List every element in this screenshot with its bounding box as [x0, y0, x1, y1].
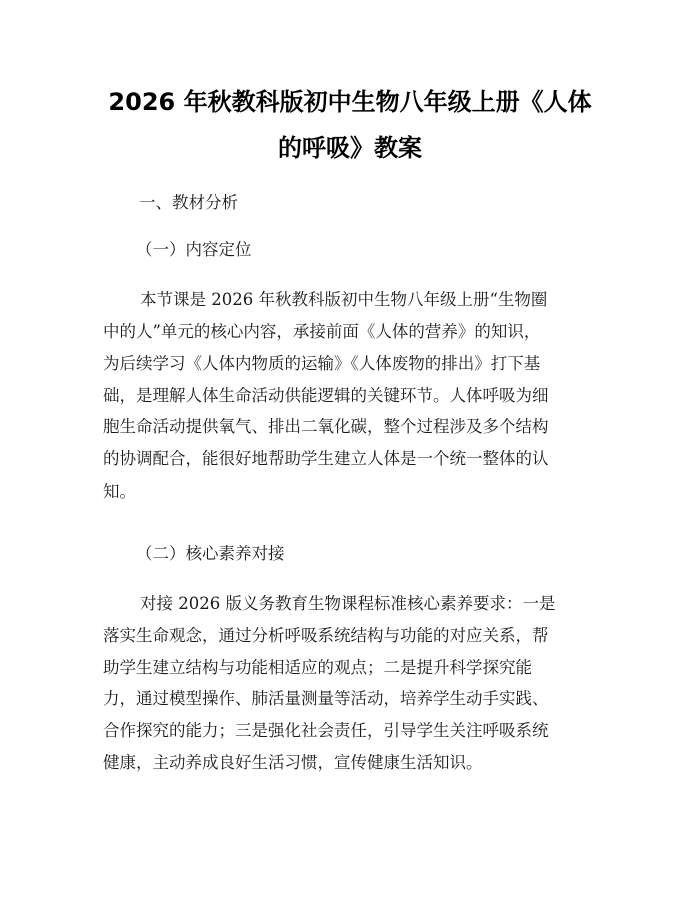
paragraph-line: 中的人”单元的核心内容，承接前面《人体的营养》的知识， — [103, 322, 541, 341]
paragraph-line: 的协调配合，能很好地帮助学生建立人体是一个统一整体的认 — [103, 449, 549, 468]
subsection-heading-content-positioning: （一）内容定位 — [136, 240, 252, 259]
section-heading-teaching-material-analysis: 一、教材分析 — [139, 193, 238, 212]
paragraph-line: 助学生建立结构与功能相适应的观点；二是提升科学探究能 — [103, 658, 532, 677]
paragraph-line: 知。 — [103, 482, 136, 501]
paragraph-line: 合作探究的能力；三是强化社会责任，引导学生关注呼吸系统 — [103, 721, 549, 740]
paragraph-line: 础，是理解人体生命活动供能逻辑的关键环节。人体呼吸为细 — [103, 386, 549, 405]
subsection-heading-core-literacy: （二）核心素养对接 — [136, 544, 285, 563]
document-title-line-1: 2026 年秋教科版初中生物八年级上册《人体 — [108, 88, 592, 116]
paragraph-line: 胞生命活动提供氧气、排出二氧化碳，整个过程涉及多个结构 — [103, 417, 549, 436]
paragraph-line: 力，通过模型操作、肺活量测量等活动，培养学生动手实践、 — [103, 689, 549, 708]
paragraph-line: 健康，主动养成良好生活习惯，宣传健康生活知识。 — [103, 753, 483, 772]
paragraph-line: 为后续学习《人体内物质的运输》《人体废物的排出》打下基 — [103, 354, 541, 373]
document-title-line-2: 的呼吸》教案 — [278, 134, 422, 162]
paragraph-line: 本节课是 2026 年秋教科版初中生物八年级上册“生物圈 — [140, 290, 548, 309]
paragraph-line: 对接 2026 版义务教育生物课程标准核心素养要求：一是 — [140, 594, 556, 613]
paragraph-line: 落实生命观念，通过分析呼吸系统结构与功能的对应关系，帮 — [103, 626, 549, 645]
